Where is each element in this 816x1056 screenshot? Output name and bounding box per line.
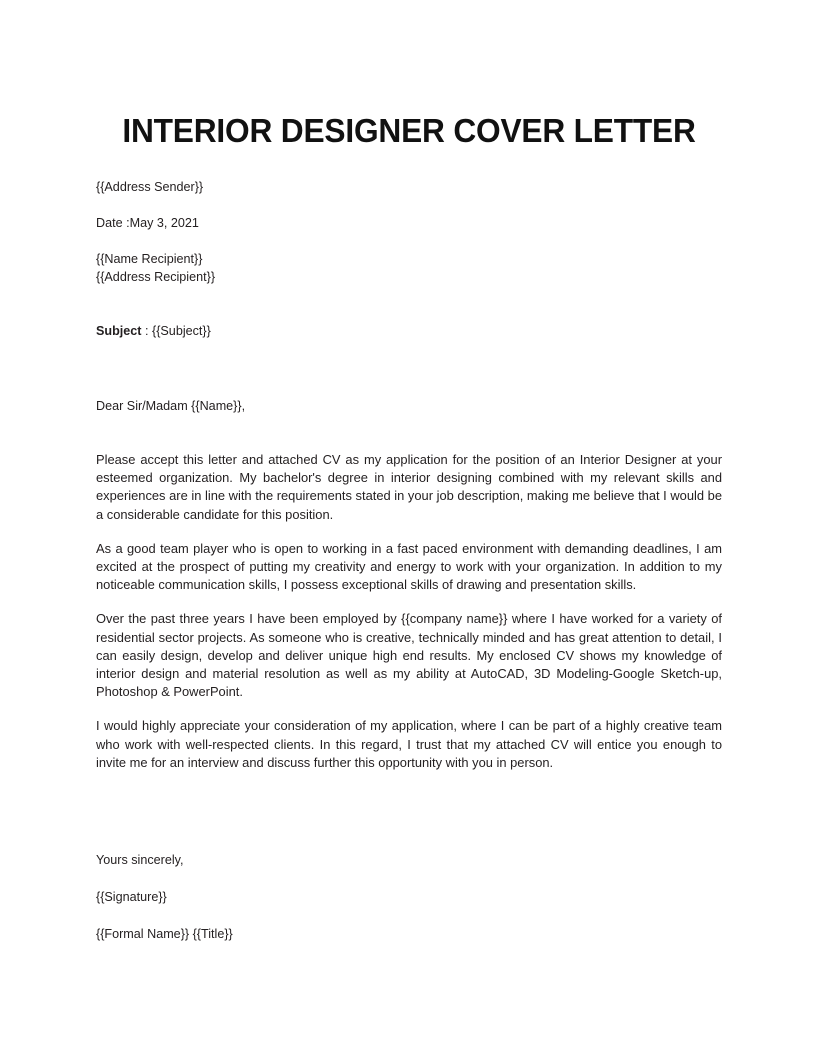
sender-name-title: {{Formal Name}} {{Title}} [96,927,233,941]
subject-label: Subject [96,324,142,338]
closing-block [96,851,722,943]
body-paragraph: I would highly appreciate your consideration of my application, where I can be part of a highly creative team who work with well-respected clients. In this regard, I trust that my attached CV will entice you enough to invite me for an interview and discuss further this opportunity with you in person. [96,718,722,770]
recipient-address: {{Address Recipient}} [96,270,216,284]
signature-placeholder: {{Signature}} [96,890,167,904]
letter-body [96,451,722,772]
page-title: INTERIOR DESIGNER COVER LETTER [122,112,696,149]
subject-line [96,322,722,340]
subject-block [96,322,722,340]
sender-address: {{Address Sender}} [96,180,204,194]
salutation-block [96,397,722,415]
salutation: Dear Sir/Madam {{Name}}, [96,399,246,413]
body-paragraph: As a good team player who is open to working in a fast paced environment with demanding deadlines, I am excited at the prospect of putting my creativity and energy to work with your organization. In addition to my noticeable communication skills, I possess exceptional skills of drawing and presentation skills. [96,540,722,593]
recipient-name: {{Name Recipient}} [96,252,203,266]
subject-value: : {{Subject}} [141,324,211,338]
title-block [96,112,722,150]
body-paragraph: Please accept this letter and attached CV as my application for the position of an Interior Designer at your esteemed organization. My bachelor's degree in interior designing combined with my relevant skills and experiences are in line with the requirements stated in your job description, making me believe that I would be a considerable candidate for this position. [96,452,722,522]
date-block [96,214,722,232]
recipient-block [96,250,722,286]
valediction: Yours sincerely, [96,853,184,867]
letter-date: Date :May 3, 2021 [96,216,199,230]
body-paragraph: Over the past three years I have been employed by {{company name}} where I have worked for a variety of residential sector projects. As someone who is creative, technically minded and has great attention to detail, I can easily design, develop and deliver unique high end results. My enclosed CV shows my knowledge of interior design and material resolution as well as my ability at AutoCAD, 3D Modeling-Google Sketch-up, Photoshop & PowerPoint. [96,611,722,700]
sender-address-block [96,178,722,196]
